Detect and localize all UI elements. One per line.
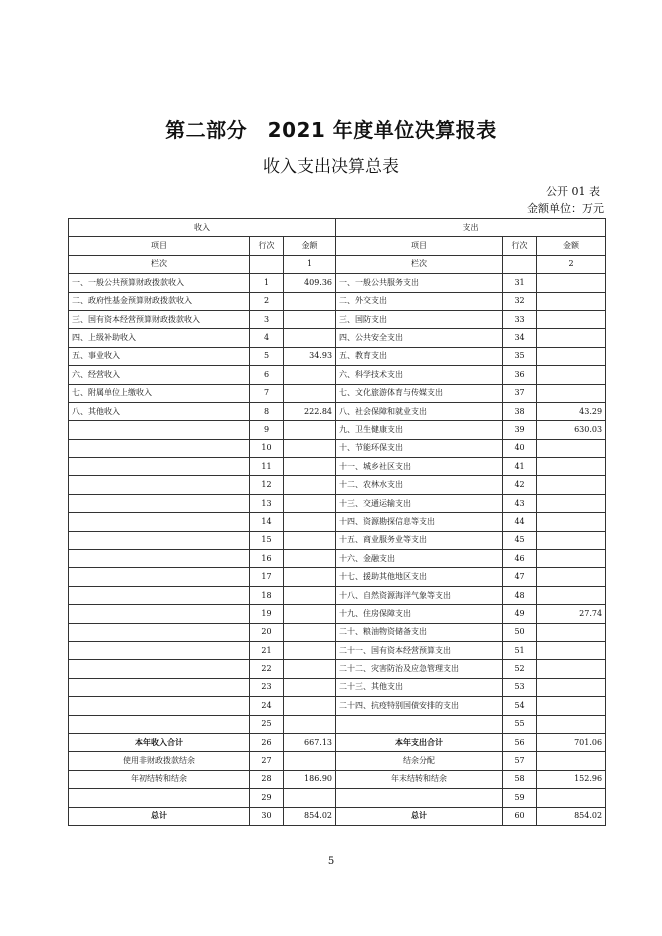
income-amount: [284, 292, 336, 310]
expense-amount: [537, 366, 606, 384]
expense-amount: [537, 476, 606, 494]
table-row: [69, 494, 606, 512]
expense-row-no: 33: [503, 310, 537, 328]
table-row: [69, 568, 606, 586]
income-item: [69, 660, 250, 678]
table-row: [69, 531, 606, 549]
summary-row: [69, 807, 606, 825]
expense-amount: 43.29: [537, 402, 606, 420]
income-row-no: 24: [250, 697, 284, 715]
income-amount: 667.13: [284, 733, 336, 751]
income-amount: [284, 660, 336, 678]
income-row-no: 7: [250, 384, 284, 402]
income-row-no: 13: [250, 494, 284, 512]
expense-amount: [537, 715, 606, 733]
income-expense-table: [68, 218, 606, 826]
income-row-no: 5: [250, 347, 284, 365]
table-row: [69, 274, 606, 292]
income-amount: [284, 458, 336, 476]
income-item: [69, 476, 250, 494]
income-amount: [284, 605, 336, 623]
expense-item: 十九、住房保障支出: [336, 605, 503, 623]
income-item: [69, 586, 250, 604]
expense-row-no: 45: [503, 531, 537, 549]
table-row: [69, 513, 606, 531]
expense-summary-item: 本年支出合计: [336, 733, 503, 751]
summary-row: [69, 789, 606, 807]
table-row: [69, 605, 606, 623]
income-row-no: 15: [250, 531, 284, 549]
income-row-no: 3: [250, 310, 284, 328]
expense-lanci-label: 栏次: [336, 255, 503, 273]
income-row-no: 22: [250, 660, 284, 678]
income-row-no: 6: [250, 366, 284, 384]
table-row: [69, 623, 606, 641]
expense-row-no: 32: [503, 292, 537, 310]
expense-row-no: 31: [503, 274, 537, 292]
income-item: [69, 550, 250, 568]
expense-row-no: 60: [503, 807, 537, 825]
income-item: [69, 715, 250, 733]
expense-row-no: 38: [503, 402, 537, 420]
expense-item: 八、社会保障和就业支出: [336, 402, 503, 420]
income-row-no: 26: [250, 733, 284, 751]
table-row: [69, 550, 606, 568]
expense-row-no: 43: [503, 494, 537, 512]
expense-amount: [537, 439, 606, 457]
expense-row-no: 56: [503, 733, 537, 751]
income-amount-header: 金额: [284, 237, 336, 255]
expense-row-no: 35: [503, 347, 537, 365]
income-amount: [284, 531, 336, 549]
expense-item-header: 项目: [336, 237, 503, 255]
expense-amount: [537, 292, 606, 310]
income-amount: [284, 623, 336, 641]
income-row-no: 21: [250, 641, 284, 659]
income-row-no: 12: [250, 476, 284, 494]
table-row: [69, 347, 606, 365]
income-item: [69, 458, 250, 476]
table-row: [69, 697, 606, 715]
expense-row-no: 34: [503, 329, 537, 347]
expense-row-no: 57: [503, 752, 537, 770]
expense-amount: [537, 568, 606, 586]
expense-amount: [537, 678, 606, 696]
expense-lanci-blank: [503, 255, 537, 273]
income-row-no: 28: [250, 770, 284, 788]
expense-amount: [537, 274, 606, 292]
income-amount: 186.90: [284, 770, 336, 788]
expense-item: 五、教育支出: [336, 347, 503, 365]
expense-row-no: 46: [503, 550, 537, 568]
income-item: 四、上级补助收入: [69, 329, 250, 347]
expense-item: 二十四、抗疫特别国债安排的支出: [336, 697, 503, 715]
summary-row: [69, 752, 606, 770]
income-amount: [284, 513, 336, 531]
income-item: [69, 697, 250, 715]
income-summary-item: 年初结转和结余: [69, 770, 250, 788]
table-row: [69, 329, 606, 347]
expense-item: 二、外交支出: [336, 292, 503, 310]
expense-amount: [537, 513, 606, 531]
expense-row-no: 52: [503, 660, 537, 678]
income-lanci-blank: [250, 255, 284, 273]
expense-item: 十、节能环保支出: [336, 439, 503, 457]
report-title: 第二部分 2021 年度单位决算报表: [165, 118, 497, 142]
expense-amount: [537, 310, 606, 328]
expense-amount: [537, 641, 606, 659]
income-item: [69, 531, 250, 549]
income-amount: [284, 384, 336, 402]
expense-amount: [537, 347, 606, 365]
summary-row: [69, 733, 606, 751]
income-item: 二、政府性基金预算财政拨款收入: [69, 292, 250, 310]
column-header-row: [69, 237, 606, 255]
expense-summary-item: [336, 789, 503, 807]
expense-row-no: 41: [503, 458, 537, 476]
expense-row-no: 36: [503, 366, 537, 384]
expense-amount: [537, 550, 606, 568]
expense-item: 二十二、灾害防治及应急管理支出: [336, 660, 503, 678]
expense-item: [336, 715, 503, 733]
income-amount: [284, 752, 336, 770]
expense-row-no-header: 行次: [503, 237, 537, 255]
table-row: [69, 402, 606, 420]
income-amount: [284, 678, 336, 696]
table-row: [69, 421, 606, 439]
income-row-no: 4: [250, 329, 284, 347]
table-row: [69, 476, 606, 494]
table-row: [69, 366, 606, 384]
income-item: 六、经营收入: [69, 366, 250, 384]
expense-item: 十七、援助其他地区支出: [336, 568, 503, 586]
expense-item: 十五、商业服务业等支出: [336, 531, 503, 549]
expense-row-no: 42: [503, 476, 537, 494]
income-amount: [284, 715, 336, 733]
expense-row-no: 39: [503, 421, 537, 439]
table-row: [69, 715, 606, 733]
income-row-no: 18: [250, 586, 284, 604]
income-item: [69, 678, 250, 696]
expense-row-no: 44: [503, 513, 537, 531]
income-summary-item: 使用非财政拨款结余: [69, 752, 250, 770]
expense-row-no: 48: [503, 586, 537, 604]
table-row: [69, 660, 606, 678]
section-header-row: [69, 219, 606, 237]
expense-item: 十一、城乡社区支出: [336, 458, 503, 476]
income-row-no-header: 行次: [250, 237, 284, 255]
income-item: [69, 439, 250, 457]
expense-item: 十二、农林水支出: [336, 476, 503, 494]
expense-row-no: 54: [503, 697, 537, 715]
income-row-no: 1: [250, 274, 284, 292]
expense-item: 二十三、其他支出: [336, 678, 503, 696]
table-row: [69, 586, 606, 604]
income-row-no: 29: [250, 789, 284, 807]
expense-row-no: 40: [503, 439, 537, 457]
expense-amount: [537, 789, 606, 807]
expense-amount: 701.06: [537, 733, 606, 751]
income-item: 一、一般公共预算财政拨款收入: [69, 274, 250, 292]
income-amount: 34.93: [284, 347, 336, 365]
income-item: 八、其他收入: [69, 402, 250, 420]
income-item: [69, 623, 250, 641]
income-row-no: 27: [250, 752, 284, 770]
expense-amount: [537, 752, 606, 770]
lanci-row: [69, 255, 606, 273]
expense-row-no: 50: [503, 623, 537, 641]
expense-row-no: 37: [503, 384, 537, 402]
expense-row-no: 47: [503, 568, 537, 586]
expense-amount: [537, 384, 606, 402]
income-row-no: 2: [250, 292, 284, 310]
income-row-no: 9: [250, 421, 284, 439]
income-row-no: 20: [250, 623, 284, 641]
income-lanci-no: 1: [284, 255, 336, 273]
income-item: 三、国有资本经营预算财政拨款收入: [69, 310, 250, 328]
income-amount: [284, 697, 336, 715]
expense-amount: [537, 531, 606, 549]
expense-item: 三、国防支出: [336, 310, 503, 328]
expense-row-no: 49: [503, 605, 537, 623]
income-item: 五、事业收入: [69, 347, 250, 365]
table-row: [69, 641, 606, 659]
expense-item: 四、公共安全支出: [336, 329, 503, 347]
expense-row-no: 53: [503, 678, 537, 696]
expense-item: 二十、粮油物资储备支出: [336, 623, 503, 641]
income-item: [69, 568, 250, 586]
expense-item: 十八、自然资源海洋气象等支出: [336, 586, 503, 604]
income-lanci-label: 栏次: [69, 255, 250, 273]
expense-amount: [537, 586, 606, 604]
expense-amount: [537, 329, 606, 347]
expense-row-no: 59: [503, 789, 537, 807]
expense-item: 一、一般公共服务支出: [336, 274, 503, 292]
income-item: 七、附属单位上缴收入: [69, 384, 250, 402]
income-amount: 409.36: [284, 274, 336, 292]
expense-summary-item: 总计: [336, 807, 503, 825]
summary-row: [69, 770, 606, 788]
table-row: [69, 458, 606, 476]
expense-lanci-no: 2: [537, 255, 606, 273]
expense-item: 七、文化旅游体育与传媒支出: [336, 384, 503, 402]
expense-row-no: 55: [503, 715, 537, 733]
income-row-no: 30: [250, 807, 284, 825]
expense-amount: [537, 458, 606, 476]
expense-item: 二十一、国有资本经营预算支出: [336, 641, 503, 659]
income-row-no: 8: [250, 402, 284, 420]
expense-summary-item: 结余分配: [336, 752, 503, 770]
income-item: [69, 605, 250, 623]
expense-section-header: 支出: [336, 219, 606, 237]
income-row-no: 17: [250, 568, 284, 586]
table-row: [69, 310, 606, 328]
page-number: 5: [327, 856, 335, 867]
income-amount: 854.02: [284, 807, 336, 825]
income-row-no: 16: [250, 550, 284, 568]
expense-item: 十四、资源勘探信息等支出: [336, 513, 503, 531]
expense-item: 十六、金融支出: [336, 550, 503, 568]
expense-item: 六、科学技术支出: [336, 366, 503, 384]
income-item: [69, 641, 250, 659]
income-amount: [284, 366, 336, 384]
income-row-no: 19: [250, 605, 284, 623]
income-summary-item: 总计: [69, 807, 250, 825]
expense-summary-item: 年末结转和结余: [336, 770, 503, 788]
expense-item: 九、卫生健康支出: [336, 421, 503, 439]
income-row-no: 11: [250, 458, 284, 476]
amount-unit: 金额单位：万元: [527, 202, 604, 215]
expense-amount: 152.96: [537, 770, 606, 788]
table-subtitle: 收入支出决算总表: [263, 157, 399, 177]
expense-amount: 630.03: [537, 421, 606, 439]
income-amount: [284, 586, 336, 604]
expense-amount: 854.02: [537, 807, 606, 825]
expense-amount: [537, 494, 606, 512]
income-row-no: 14: [250, 513, 284, 531]
form-number: 公开 01 表: [546, 185, 600, 198]
table-row: [69, 384, 606, 402]
income-row-no: 25: [250, 715, 284, 733]
income-amount: 222.84: [284, 402, 336, 420]
income-amount: [284, 439, 336, 457]
income-amount: [284, 494, 336, 512]
income-amount: [284, 568, 336, 586]
income-amount: [284, 476, 336, 494]
expense-row-no: 58: [503, 770, 537, 788]
income-item: [69, 513, 250, 531]
income-amount: [284, 789, 336, 807]
expense-amount-header: 金额: [537, 237, 606, 255]
income-summary-item: [69, 789, 250, 807]
expense-amount: 27.74: [537, 605, 606, 623]
income-amount: [284, 329, 336, 347]
table-row: [69, 292, 606, 310]
income-item-header: 项目: [69, 237, 250, 255]
income-amount: [284, 310, 336, 328]
income-amount: [284, 550, 336, 568]
expense-amount: [537, 660, 606, 678]
income-row-no: 23: [250, 678, 284, 696]
expense-row-no: 51: [503, 641, 537, 659]
expense-item: 十三、交通运输支出: [336, 494, 503, 512]
expense-amount: [537, 697, 606, 715]
income-summary-item: 本年收入合计: [69, 733, 250, 751]
income-section-header: 收入: [69, 219, 336, 237]
table-row: [69, 439, 606, 457]
income-item: [69, 421, 250, 439]
expense-amount: [537, 623, 606, 641]
table-row: [69, 678, 606, 696]
income-row-no: 10: [250, 439, 284, 457]
income-amount: [284, 421, 336, 439]
income-item: [69, 494, 250, 512]
income-amount: [284, 641, 336, 659]
